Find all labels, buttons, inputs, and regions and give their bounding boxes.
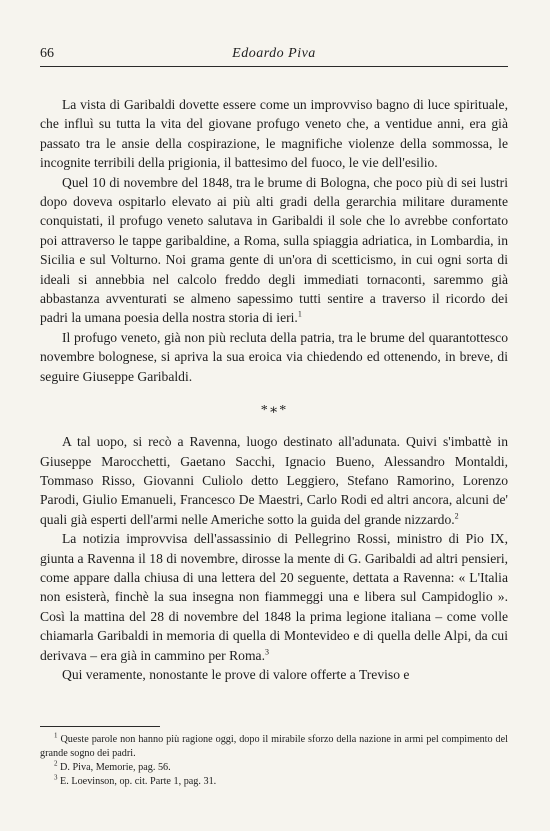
footnote-3 bbox=[40, 775, 508, 789]
paragraph-4 bbox=[40, 432, 508, 529]
footnote-ref-3: 3 bbox=[264, 647, 269, 657]
footnotes bbox=[40, 733, 508, 789]
running-title: Edoardo Piva bbox=[232, 46, 316, 61]
paragraph-4-text: A tal uopo, si recò a Ravenna, luogo destinato all'adunata. Quivi s'imbattè in Giuseppe Marocchetti, Gaetano Sacchi, Ignacio Bueno, Alessandro Montaldi, Tommaso Risso, Giovanni Culiolo detto Leggiero, Stefano Ramorino, Lorenzo Parodi, Giulio Emanueli, Francesco De Maestri, Carlo Rodi ed altri ancora, alcuni de' quali già esperti dell'armi nelle Americhe sotto la guida del grande nizzardo. bbox=[40, 434, 508, 527]
paragraph-2 bbox=[40, 173, 508, 328]
footnote-1 bbox=[40, 733, 508, 761]
footnote-2-marker: 2 bbox=[54, 759, 58, 768]
paragraph-2-text: Quel 10 di novembre del 1848, tra le brume di Bologna, che poco più di sei lustri dopo doveva ospitarlo elevato ai più alti gradi della gerarchia militare duramente conquistati, il profugo veneto salutava in Garibaldi il sole che lo avrebbe confortato poi attraverso le tappe garibaldine, a Roma, sulla spiaggia adriatica, in Lombardia, in Sicilia e sul Volturno. Noi grama gente di un'ora di scetticismo, in cui ogni sorta di ideali si annebbia nel calcolo freddo degli immediati tornaconti, saremmo già abbastanza avventurati se almeno sapessimo tutti sentire a traverso il ricordo dei padri la umana poesia della nostra storia di ieri. bbox=[40, 174, 508, 326]
paragraph-6-text: Qui veramente, nonostante le prove di valore offerte a Treviso e bbox=[62, 666, 410, 682]
main-text bbox=[40, 95, 508, 684]
page-number: 66 bbox=[40, 46, 54, 61]
paragraph-5-text: La notizia improvvisa dell'assassinio di Pellegrino Rossi, ministro di Pio IX, giunta a Ravenna il 18 di novembre, dirosse la mente di G. Garibaldi ad altri pensieri, come appare dalla chiusa di una lettera del 20 seguente, dettata a Ravenna: « L'Italia non esisterà, finchè la sua insegna non fiammeggi una e libera sul Campidoglio ». Così la mattina del 28 di novembre del 1848 la prima legione italiana – come volle chiamarla Garibaldi in memoria di quella di Montevideo e di quella delle Alpi, da cui derivava – era già in cammino per Roma. bbox=[40, 531, 508, 663]
footnote-ref-1: 1 bbox=[297, 309, 302, 319]
paragraph-3 bbox=[40, 328, 508, 386]
footnote-2-text: D. Piva, Memorie, pag. 56. bbox=[60, 762, 171, 774]
running-header bbox=[40, 40, 508, 67]
footnote-1-marker: 1 bbox=[54, 731, 58, 740]
paragraph-1-text: La vista di Garibaldi dovette essere come un improvviso bagno di luce spirituale, che influì su tutta la vita del giovane profugo veneto che, a ventidue anni, era già passato tra le ansie della cospirazione, le magnifiche violenze della sommossa, le incognite terribili della prigionia, il battesimo del fuoco, le vie dell'esilio. bbox=[40, 97, 508, 171]
footnote-ref-2: 2 bbox=[454, 511, 459, 521]
paragraph-5 bbox=[40, 529, 508, 665]
footnote-1-text: Queste parole non hanno più ragione oggi, dopo il mirabile sforzo della nazione in armi pel compimento del grande sogno dei padri. bbox=[40, 734, 508, 760]
paragraph-6 bbox=[40, 665, 508, 684]
footnote-2 bbox=[40, 761, 508, 775]
footnote-3-marker: 3 bbox=[54, 773, 58, 782]
footnote-3-text: E. Loevinson, op. cit. Parte 1, pag. 31. bbox=[60, 776, 217, 788]
footnote-divider bbox=[40, 726, 160, 727]
section-separator: *∗* bbox=[260, 403, 288, 419]
book-page bbox=[40, 40, 508, 820]
paragraph-1 bbox=[40, 95, 508, 173]
paragraph-3-text: Il profugo veneto, già non più recluta della patria, tra le brume del quarantottesco novembre bolognese, si apriva la sua eroica via chiedendo ed ottenendo, in breve, di seguire Giuseppe Garibaldi. bbox=[40, 329, 508, 384]
